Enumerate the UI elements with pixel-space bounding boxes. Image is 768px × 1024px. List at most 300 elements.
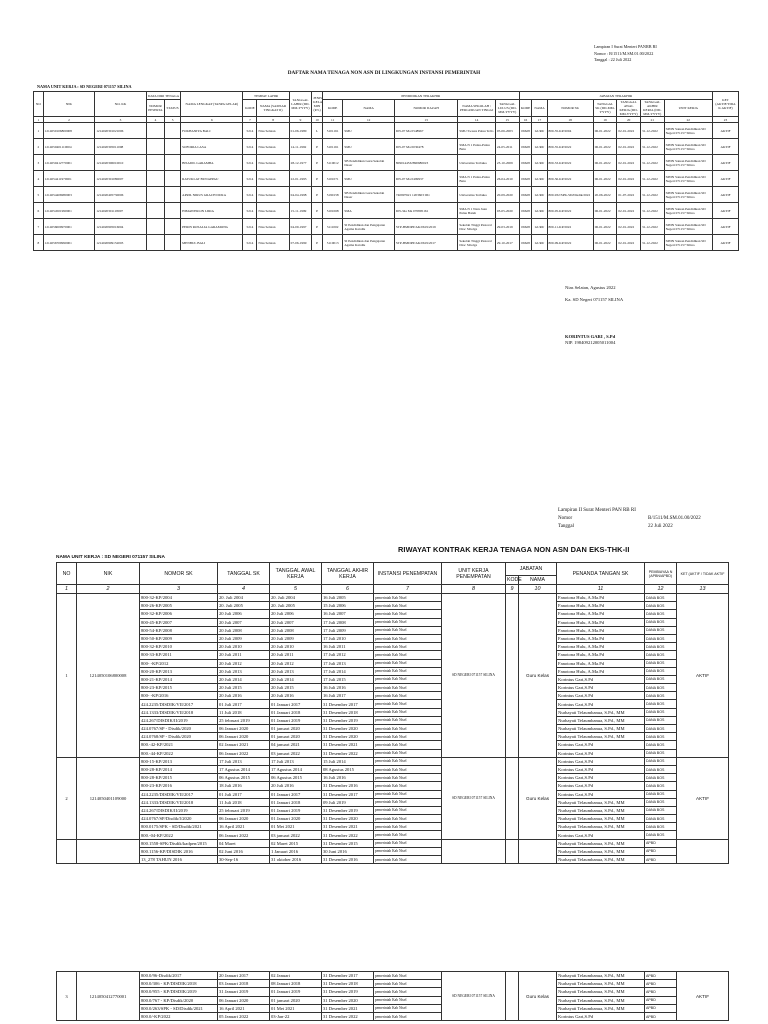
table-cell: DANA BOS bbox=[645, 831, 677, 839]
unit-label: NAMA UNIT KERJA : SD NEGERI 071157 SILINA bbox=[37, 84, 132, 89]
table-cell: SPDN Satuan Pendidikan SD Negeri 071157 Silina bbox=[664, 171, 712, 187]
table-cell: 800-05-KP/2022 bbox=[547, 203, 593, 219]
table-cell: pemerintah Kab Nisel bbox=[374, 1004, 442, 1012]
col-header: TANGGAL AKHIR KERJA bbox=[322, 563, 374, 585]
table-cell: STP-BMDPP/AK/0619/2017 bbox=[394, 235, 457, 251]
table-cell: pemerintah Kab Nisel bbox=[374, 765, 442, 773]
status-cell: AKTIF bbox=[677, 972, 729, 1021]
table-cell: 02-01-2022 bbox=[617, 171, 641, 187]
table-row bbox=[57, 765, 729, 773]
table-cell: DANA BOS bbox=[645, 692, 677, 700]
col-header: TANGGAL SK (DD-MM-YYYY) bbox=[593, 100, 617, 117]
table-cell: 20. Juli 2004 bbox=[270, 594, 322, 602]
col-header: NAMA LENGKAP (TANPA GELAR) bbox=[181, 92, 243, 117]
table-cell: Korintus Gari,S.Pd bbox=[557, 741, 645, 749]
table-cell: 20 Januari 2017 bbox=[218, 972, 270, 980]
table-cell: pemerintah Kab Nisel bbox=[374, 972, 442, 980]
table-cell: 20. Juli 2005 bbox=[218, 602, 270, 610]
column-index: 3 bbox=[95, 117, 147, 123]
col-header: KODE bbox=[243, 100, 257, 117]
table-cell: 1214020305011008 bbox=[95, 139, 147, 155]
table-cell: AKTIF bbox=[713, 203, 739, 219]
table-cell: 03 januari 2022 bbox=[270, 831, 322, 839]
column-index: 9 bbox=[506, 585, 519, 594]
table-cell: DANA BOS bbox=[645, 651, 677, 659]
table-cell: 16 Juli 2016 bbox=[322, 774, 374, 782]
table-cell: Korintus Gari,S.Pd bbox=[557, 765, 645, 773]
table-cell: Nurhayati Telaumbanua, S.Pd., MM bbox=[557, 839, 645, 847]
table-row bbox=[57, 790, 729, 798]
table-cell: DANA BOS bbox=[645, 634, 677, 642]
table-row bbox=[57, 651, 729, 659]
table-cell: L bbox=[312, 123, 323, 139]
table-row bbox=[57, 749, 729, 757]
table-cell: 1214020301118007 bbox=[95, 203, 147, 219]
table-cell: 05 Januari 2022 bbox=[218, 1012, 270, 1020]
table-cell: SMA N 1 Pulau-Pulau Batu bbox=[458, 171, 496, 187]
table-cell: APBD bbox=[645, 988, 677, 996]
table-cell: 31 Desember 2019 bbox=[322, 988, 374, 996]
table-cell: 31 oktober 2016 bbox=[270, 856, 322, 864]
table-cell: 424.267/DISDIK/II/2019 bbox=[140, 806, 218, 814]
table-cell: 17 Juli 2008 bbox=[322, 618, 374, 626]
table-cell: 31 Desember 2016 bbox=[322, 782, 374, 790]
table-cell: 800-35-KP/2022 bbox=[547, 139, 593, 155]
table-cell: 20 Juli 2011 bbox=[270, 651, 322, 659]
table-cell bbox=[165, 235, 181, 251]
table-cell: 03 Januari 2018 bbox=[218, 980, 270, 988]
table-cell bbox=[146, 203, 164, 219]
table-cell: pemerintah Kab Nisel bbox=[374, 1012, 442, 1020]
table-row bbox=[57, 602, 729, 610]
table-cell: 5214 bbox=[243, 219, 257, 235]
sign-office: Ka. SD Negeri 071157 SILINA bbox=[565, 297, 624, 302]
table-cell: Nurhayati Telaumbanua, S.Pd., MM bbox=[557, 847, 645, 855]
table-cell: DANA BOS bbox=[645, 610, 677, 618]
table-cell: Nias Selatan bbox=[257, 187, 289, 203]
table-cell: 02-01-2022 bbox=[617, 219, 641, 235]
table-cell: 5 bbox=[34, 187, 44, 203]
table-cell: 4 bbox=[34, 171, 44, 187]
table-cell: 5101161 bbox=[322, 139, 342, 155]
table-cell: Korintus Gari,S.Pd bbox=[557, 700, 645, 708]
contract-history-title: RIWAYAT KONTRAK KERJA TENAGA NON ASN DAN EKS-THK-II bbox=[398, 545, 630, 554]
table-cell: 06-01-2022 bbox=[593, 203, 617, 219]
table-cell: Nias Selatan bbox=[257, 171, 289, 187]
table-cell: pemerintah Kab Nisel bbox=[374, 790, 442, 798]
table-cell: Nurhayati Telaumbanua, S.Pd., MM bbox=[557, 1004, 645, 1012]
tanggal-label: Tanggal bbox=[558, 524, 575, 529]
table-cell: Nias Selatan bbox=[257, 203, 289, 219]
table-cell: 31 Desember 2016 bbox=[322, 856, 374, 864]
table-cell: 04-04-1998 bbox=[289, 187, 312, 203]
column-index: 3 bbox=[140, 585, 218, 594]
table-cell: BISADIL GARAMBA bbox=[181, 155, 243, 171]
table-cell: 20 Juli 2015 bbox=[270, 684, 322, 692]
table-cell: 06 Januari 2020 bbox=[218, 733, 270, 741]
table-cell: Nurhayati Telaumbanua, S.Pd., MM bbox=[557, 708, 645, 716]
table-row bbox=[57, 626, 729, 634]
table-cell: 800.0/-KP/2022 bbox=[140, 1012, 218, 1020]
table-cell: Nurhayati Telaumbanua, S.Pd., MM bbox=[557, 972, 645, 980]
column-index: 2 bbox=[77, 585, 140, 594]
table-cell: 25 februari 2019 bbox=[218, 716, 270, 724]
group-header: DATA DIRI TENAGA bbox=[147, 93, 180, 98]
table-cell: 800-932/SPK-SD/Disdik/2022 bbox=[547, 187, 593, 203]
table-cell: Universitas Terbuka bbox=[458, 155, 496, 171]
table-cell: 17 Agustus 2014 bbox=[218, 765, 270, 773]
table-cell: SMU Swasta Pulau Tello bbox=[458, 123, 496, 139]
table-row bbox=[57, 856, 729, 864]
table-cell: 01 Juli 2017 bbox=[218, 700, 270, 708]
table-cell: 740997621 1203603 061 bbox=[394, 187, 457, 203]
column-index: 4 bbox=[146, 117, 164, 123]
table-cell: Korintus Gari,S.Pd bbox=[557, 774, 645, 782]
col-header: UNIT KERJA bbox=[664, 100, 712, 117]
col-header: NOMOR SK bbox=[140, 563, 218, 585]
table-cell: DANA BOS bbox=[645, 602, 677, 610]
table-cell: 30-Sep-16 bbox=[218, 856, 270, 864]
table-cell: 06 Agustus 2015 bbox=[218, 774, 270, 782]
table-row bbox=[57, 1012, 729, 1020]
table-cell: Korintus Gari,S.Pd bbox=[557, 692, 645, 700]
unit-cell: SD NEGERI 071157 SILINA bbox=[442, 972, 506, 1021]
col-header: TANGGAL SK bbox=[218, 563, 270, 585]
table-cell: 06 Januari 2020 bbox=[218, 815, 270, 823]
page-1 bbox=[0, 0, 768, 470]
table-cell: 01 Januari 2017 bbox=[270, 700, 322, 708]
table-cell: 06 Januari 2020 bbox=[218, 996, 270, 1004]
column-index: 6 bbox=[322, 585, 374, 594]
table-row bbox=[57, 815, 729, 823]
row-number: 3 bbox=[57, 972, 77, 1021]
table-cell: 16 Juli 2007 bbox=[322, 610, 374, 618]
table-cell: 20 Juli 2013 bbox=[270, 667, 322, 675]
table-cell: 20. Juli 2005 bbox=[270, 602, 322, 610]
attachment-header-line: Lampiran II Surat Menteri PAN RB RI bbox=[558, 508, 636, 513]
jabatan-cell: Guru Kelas bbox=[519, 594, 557, 758]
table-cell: 1214020306010010 bbox=[95, 155, 147, 171]
table-cell: APBD bbox=[645, 839, 677, 847]
table-row bbox=[57, 610, 729, 618]
table-cell: Universitas Terbuka bbox=[458, 187, 496, 203]
table-row bbox=[34, 171, 739, 187]
table-cell: 20 Juli 2007 bbox=[270, 618, 322, 626]
table-cell: 17 Juli 2009 bbox=[322, 626, 374, 634]
table-cell: 20 Juli 2012 bbox=[270, 659, 322, 667]
table-cell: 800-45-KP/2007 bbox=[140, 618, 218, 626]
table-cell: SPDN Satuan Pendidikan SD Negeri 071157 Silina bbox=[664, 235, 712, 251]
table-cell: 20 Juli 2010 bbox=[270, 643, 322, 651]
table-cell: 01 januari 2020 bbox=[270, 996, 322, 1004]
table-cell: 800.1558-SPK/Disdik/kadpen/2015 bbox=[140, 839, 218, 847]
table-cell: P bbox=[312, 219, 323, 235]
table-cell: 8 bbox=[34, 235, 44, 251]
table-cell: 1214020301021006 bbox=[95, 123, 147, 139]
table-cell: 1214020405730006 bbox=[95, 187, 147, 203]
table-cell bbox=[165, 155, 181, 171]
table-row bbox=[57, 798, 729, 806]
table-cell: Nurhayati Telaumbanua, S.Pd., MM bbox=[557, 725, 645, 733]
jabatan-cell bbox=[519, 839, 557, 864]
table-cell: 424.2235/DISDIK/VII/2017 bbox=[140, 790, 218, 798]
header-line: Tanggal : 22 Juli 2022 bbox=[594, 57, 632, 62]
table-cell: 20 Juli 2016 bbox=[270, 782, 322, 790]
table-cell: 04 Maret bbox=[218, 839, 270, 847]
table-cell: 31 Desember 2015 bbox=[322, 839, 374, 847]
table-cell: pemerintah Kab Nisel bbox=[374, 741, 442, 749]
column-index: 22 bbox=[664, 117, 712, 123]
col-header: PENANDA TANGAN SK bbox=[557, 563, 645, 585]
col-header: STATUS bbox=[165, 100, 181, 117]
table-cell: GURU bbox=[532, 235, 547, 251]
table-cell: HIMAWERLIN LIRIA bbox=[181, 203, 243, 219]
table-cell: 26-04-2010 bbox=[495, 171, 519, 187]
table-row bbox=[57, 774, 729, 782]
col-header: TANGGAL LAHIR (DD-MM-YYYY) bbox=[289, 92, 312, 117]
table-cell: 31-12-2022 bbox=[640, 235, 664, 251]
table-row bbox=[57, 733, 729, 741]
table-cell: pemerintah Kab Nisel bbox=[374, 602, 442, 610]
table-cell: P bbox=[312, 235, 323, 251]
table-cell: 17 Agustus 2014 bbox=[270, 765, 322, 773]
col-header: TANGGAL AKHIR KERJA (DD-MM-YYYY) bbox=[640, 100, 664, 117]
table-cell: 08 Agustus 2015 bbox=[322, 765, 374, 773]
staff-table bbox=[33, 91, 739, 251]
table-cell: 20 Juli 2006 bbox=[270, 610, 322, 618]
table-cell: 20 Juli 2015 bbox=[218, 684, 270, 692]
table-cell: 11 Juli 2018 bbox=[218, 798, 270, 806]
table-row bbox=[34, 235, 739, 251]
column-index: 16 bbox=[519, 117, 532, 123]
table-cell: 1214054406980003 bbox=[43, 187, 95, 203]
table-cell: APRIL NIRUS GRACH DURA bbox=[181, 187, 243, 203]
table-cell: 01-06-1980 bbox=[289, 123, 312, 139]
table-row bbox=[57, 980, 729, 988]
group-header: JABATAN TERAKHIR bbox=[519, 92, 712, 100]
table-row bbox=[57, 634, 729, 642]
contract-history-table-continued bbox=[56, 971, 729, 1021]
column-index: 10 bbox=[519, 585, 557, 594]
group-header: PENDIDIKAN TERAKHIR bbox=[322, 92, 519, 100]
table-cell: 16 April 2021 bbox=[218, 823, 270, 831]
table-cell: 1214020905016004 bbox=[95, 219, 147, 235]
table-cell: P bbox=[312, 187, 323, 203]
col-header: TANGGAL AWAL KERJA (DD-MM-YYYY) bbox=[617, 100, 641, 117]
table-cell: Sekolah Tinggi Pastoral Dioc Sibolga bbox=[458, 235, 496, 251]
row-number: 1 bbox=[57, 594, 77, 758]
table-cell: 06-01-2022 bbox=[593, 123, 617, 139]
table-cell: 06 Januari 2020 bbox=[218, 725, 270, 733]
table-cell: 800-33-KP/2022 bbox=[547, 155, 593, 171]
column-index: 17 bbox=[532, 117, 547, 123]
table-cell: 424.1333/DISDIK/VII/2018 bbox=[140, 708, 218, 716]
table-cell: GURU bbox=[532, 187, 547, 203]
table-cell: 31 Desember 2021 bbox=[322, 1004, 374, 1012]
table-cell: 424.267/DISDIK/II/2019 bbox=[140, 716, 218, 724]
table-cell: Korintus Gari,S.Pd bbox=[557, 684, 645, 692]
table-cell: Nurhayati Telaumbanua, S.Pd., MM bbox=[557, 733, 645, 741]
table-cell: 800- -KP/2016 bbox=[140, 692, 218, 700]
table-cell: pemerintah Kab Nisel bbox=[374, 774, 442, 782]
table-cell: DANA BOS bbox=[645, 700, 677, 708]
table-cell: APBD bbox=[645, 1012, 677, 1020]
jabatan-cell: Guru Kelas bbox=[519, 757, 557, 839]
table-cell: DANA BOS bbox=[645, 757, 677, 765]
table-cell: 20 Juli 2007 bbox=[218, 618, 270, 626]
table-cell: 800.0/306 - KP/DISDIK/2018 bbox=[140, 980, 218, 988]
contract-history-table bbox=[56, 562, 729, 864]
table-cell: SPDN Satuan Pendidikan SD Negeri 071157 Silina bbox=[664, 203, 712, 219]
table-cell: 07-06-1999 bbox=[289, 235, 312, 251]
table-cell: pemerintah Kab Nisel bbox=[374, 725, 442, 733]
jabatan-cell: Guru Kelas bbox=[519, 972, 557, 1021]
table-cell: DN-34a Ma 070895161 bbox=[394, 203, 457, 219]
table-row bbox=[57, 806, 729, 814]
table-cell: P bbox=[312, 171, 323, 187]
table-row bbox=[57, 675, 729, 683]
table-cell: 1 bbox=[34, 123, 44, 139]
table-cell: SB Pendidikan Guru Sekolah Dasar bbox=[343, 155, 395, 171]
table-cell: 800- -KP/2012 bbox=[140, 659, 218, 667]
table-cell: Korintus Gari,S.Pd bbox=[557, 790, 645, 798]
table-cell: FOKHANIYA BALI bbox=[181, 123, 243, 139]
table-cell: Nurhayati Telaumbanua, S.Pd., MM bbox=[557, 806, 645, 814]
table-cell: 17 Juli 2012 bbox=[322, 651, 374, 659]
table-cell: 5110012 bbox=[322, 155, 342, 171]
table-cell: DANA BOS bbox=[645, 618, 677, 626]
table-cell: Korintus Gari,S.Pd bbox=[557, 831, 645, 839]
table-cell: 1 Januari 2016 bbox=[270, 847, 322, 855]
table-cell: SMA bbox=[343, 203, 395, 219]
row-number bbox=[57, 839, 77, 864]
table-cell: DANA BOS bbox=[645, 774, 677, 782]
table-cell: 31 Desember 2022 bbox=[322, 749, 374, 757]
table-cell: DANA BOS bbox=[645, 659, 677, 667]
table-cell: pemerintah Kab Nisel bbox=[374, 757, 442, 765]
table-cell: 800.0/955 - KP/DISDIK/2019 bbox=[140, 988, 218, 996]
table-cell: 800.0175/SPK - SD/Disdik/2021 bbox=[140, 823, 218, 831]
table-cell: 5101161 bbox=[322, 123, 342, 139]
table-cell: DN-07 Ma 0499937 bbox=[394, 171, 457, 187]
table-cell: 424.0767/SP/Disdik/I/2020 bbox=[140, 815, 218, 823]
table-cell: 15 Juli 2006 bbox=[322, 602, 374, 610]
table-cell: DANA BOS bbox=[645, 741, 677, 749]
table-row bbox=[57, 716, 729, 724]
table-cell: DANA BOS bbox=[645, 716, 677, 724]
col-header: KODE bbox=[507, 577, 522, 583]
table-row bbox=[34, 123, 739, 139]
table-row bbox=[57, 831, 729, 839]
table-cell: DANA BOS bbox=[645, 765, 677, 773]
table-cell: 31 Desember 2021 bbox=[322, 741, 374, 749]
table-cell: SB Pendidikan Guru Sekolah Dasar bbox=[343, 187, 395, 203]
table-row bbox=[57, 643, 729, 651]
table-cell: 5214 bbox=[243, 155, 257, 171]
table-cell: 20 Juli 2014 bbox=[218, 675, 270, 683]
table-cell: DANA BOS bbox=[645, 790, 677, 798]
table-cell: 800.1156-KP/DISDIK 2016 bbox=[140, 847, 218, 855]
table-cell: 06628 bbox=[519, 203, 532, 219]
table-cell: 20 Juli 2014 bbox=[270, 675, 322, 683]
table-cell: AKTIF bbox=[713, 235, 739, 251]
table-cell: 02-01-2022 bbox=[617, 203, 641, 219]
table-cell: 1214056009970001 bbox=[43, 219, 95, 235]
table-cell: SPDN Satuan Pendidikan SD Negeri 071157 Silina bbox=[664, 219, 712, 235]
table-cell: 31 Desember 2019 bbox=[322, 716, 374, 724]
table-cell: 5110013 bbox=[322, 235, 342, 251]
kode-cell bbox=[506, 757, 519, 839]
table-cell: P bbox=[312, 203, 323, 219]
table-cell: APBD bbox=[645, 996, 677, 1004]
column-index: 15 bbox=[495, 117, 519, 123]
column-index-row bbox=[57, 585, 729, 594]
table-cell: 31 Desember 2017 bbox=[322, 972, 374, 980]
table-cell: 06628 bbox=[519, 219, 532, 235]
table-cell: pemerintah Kab Nisel bbox=[374, 594, 442, 602]
column-index: 19 bbox=[593, 117, 617, 123]
table-cell: pemerintah Kab Nisel bbox=[374, 659, 442, 667]
table-cell: 800.0/96-Disdik/2017 bbox=[140, 972, 218, 980]
table-cell: 16 Juli 2011 bbox=[322, 643, 374, 651]
table-cell: pemerintah Kab Nisel bbox=[374, 626, 442, 634]
table-cell: 01 januari 2020 bbox=[270, 733, 322, 741]
group-header: TEMPAT LAHIR bbox=[243, 92, 289, 100]
table-cell: 01 Januari 2018 bbox=[270, 708, 322, 716]
status-cell: AKTIF bbox=[677, 757, 729, 839]
table-cell: 15-11-1999 bbox=[289, 203, 312, 219]
column-index: 8 bbox=[257, 117, 289, 123]
table-cell: 5101071 bbox=[322, 171, 342, 187]
table-cell bbox=[165, 219, 181, 235]
sign-place-date: Nias Selatan, Agustus 2022 bbox=[565, 285, 616, 290]
table-cell: DANA BOS bbox=[645, 684, 677, 692]
nomor-label: Nomor bbox=[558, 516, 573, 521]
table-cell: DANA BOS bbox=[645, 594, 677, 602]
table-cell: 800.-44-KP/2022 bbox=[140, 749, 218, 757]
table-cell: 04-09-1997 bbox=[289, 219, 312, 235]
table-cell: 08 Januari 2018 bbox=[270, 980, 322, 988]
table-cell: 17 Juli 2010 bbox=[322, 634, 374, 642]
table-cell: 05-06-2003 bbox=[495, 123, 519, 139]
table-cell: Fanotona Hulu, A.Ma.Pd bbox=[557, 651, 645, 659]
table-cell: SMU bbox=[343, 171, 395, 187]
table-cell: AKTIF bbox=[713, 171, 739, 187]
table-cell: APBD bbox=[645, 1004, 677, 1012]
table-cell: 3 bbox=[34, 155, 44, 171]
table-row bbox=[57, 659, 729, 667]
nik-cell: 1214050401109000 bbox=[77, 757, 140, 839]
table-cell: Korintus Gari,S.Pd bbox=[557, 1012, 645, 1020]
table-cell: 31-12-2022 bbox=[640, 171, 664, 187]
unit-cell: SD NEGERI 071157 SILINA bbox=[442, 757, 506, 839]
table-cell: 31-12-2022 bbox=[640, 203, 664, 219]
table-row bbox=[57, 667, 729, 675]
column-index: 18 bbox=[547, 117, 593, 123]
table-cell bbox=[146, 123, 164, 139]
table-cell: 01 Januari 2019 bbox=[270, 806, 322, 814]
table-cell: Korintus Gari,S.Pd bbox=[557, 757, 645, 765]
table-row bbox=[57, 988, 729, 996]
table-cell bbox=[146, 171, 164, 187]
table-cell: 06628 bbox=[519, 123, 532, 139]
table-cell: 06628 bbox=[519, 155, 532, 171]
table-cell: AKTIF bbox=[713, 219, 739, 235]
table-cell: 800-50-KP/2009 bbox=[140, 634, 218, 642]
table-cell: 01-07-2022 bbox=[617, 187, 641, 203]
table-cell: 1214054501990001 bbox=[43, 203, 95, 219]
table-cell: 20 Juli 2008 bbox=[270, 626, 322, 634]
